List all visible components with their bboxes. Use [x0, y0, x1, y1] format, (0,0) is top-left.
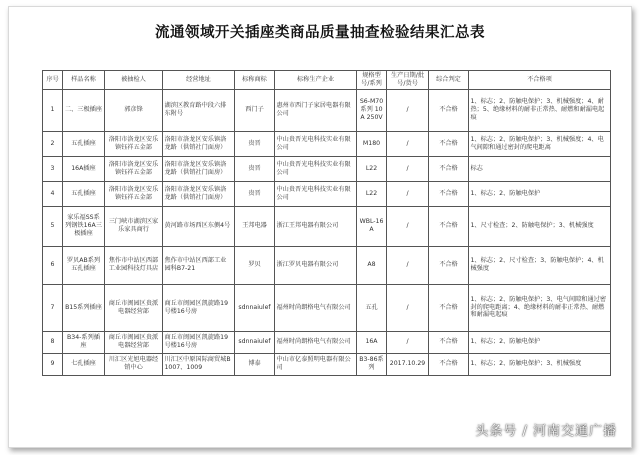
table-cell: 五孔 — [357, 284, 387, 331]
table-cell: / — [387, 206, 429, 246]
table-cell: 1、标志；2、防触电保护；3、机械强度；4、电气间隙和通过密封的爬电距离 — [469, 131, 611, 156]
results-table — [42, 70, 611, 376]
column-header: 生产日期/批号/货号 — [387, 71, 429, 90]
table-row — [43, 353, 611, 375]
table-cell: 王邦电器 — [235, 206, 275, 246]
table-cell: 川汇区光旭电器经销中心 — [105, 353, 163, 375]
table-cell: 不合格 — [429, 156, 469, 181]
table-cell: 16A — [357, 331, 387, 353]
table-header-row — [43, 71, 611, 90]
table-cell: 贵晋 — [235, 156, 275, 181]
table-row — [43, 89, 611, 131]
table-cell: 洛阳市洛龙区安乐镇洛龙路（供销社门面房） — [163, 156, 235, 181]
table-cell: / — [387, 131, 429, 156]
table-cell: M180 — [357, 131, 387, 156]
table-cell: B3-86系列 — [357, 353, 387, 375]
table-cell: / — [387, 181, 429, 206]
table-cell: 洛阳市洛龙区安乐镇洛龙路（供销社门面房） — [163, 181, 235, 206]
table-row — [43, 331, 611, 353]
table-cell: 6 — [43, 246, 63, 284]
table-cell: sdnnaiulef — [235, 331, 275, 353]
table-cell: A8 — [357, 246, 387, 284]
table-cell: 三门峡市湖滨区家乐家具商行 — [105, 206, 163, 246]
table-cell: 商丘市闽园区贵派电器经营部 — [105, 331, 163, 353]
table-cell: 不合格 — [429, 181, 469, 206]
table-cell: 福州时尚朗格电气有限公司 — [275, 284, 357, 331]
table-cell: 中山贵晋光电科技实业有限公司 — [275, 156, 357, 181]
table-cell: 中山贵晋光电科技实业有限公司 — [275, 181, 357, 206]
table-cell: 焦作市中站区西部工业园科B7-21 — [163, 246, 235, 284]
table-cell: L22 — [357, 181, 387, 206]
column-header: 综合判定 — [429, 71, 469, 90]
table-cell: 罗贝 — [235, 246, 275, 284]
table-cell: 商丘市闽园区凯旋路19号楼16号房 — [163, 284, 235, 331]
table-cell: 1、尺寸检查；2、防触电保护；3、机械强度 — [469, 206, 611, 246]
document-page — [8, 6, 632, 448]
column-header: 标称商标 — [235, 71, 275, 90]
table-cell: 16A插座 — [63, 156, 105, 181]
table-cell: 7 — [43, 284, 63, 331]
table-cell: 1、标志；2、防触电保护 — [469, 181, 611, 206]
table-cell: 浙江王邦电器有限公司 — [275, 206, 357, 246]
table-cell: 黄河路市场西区东侧4号 — [163, 206, 235, 246]
table-cell: 洛阳市洛龙区安乐镇洛龙路（供销社门面房） — [163, 131, 235, 156]
table-cell: 1、标志；2、防触电保护；3、机械强度；4、耐热；5、绝缘材料的耐非正常热、耐燃和耐漏电起痕 — [469, 89, 611, 131]
column-header: 经营地址 — [163, 71, 235, 90]
table-cell: 中山贵晋光电科技实业有限公司 — [275, 131, 357, 156]
table-cell: 不合格 — [429, 246, 469, 284]
column-header: 被抽检人 — [105, 71, 163, 90]
table-cell: / — [387, 246, 429, 284]
table-cell: 不合格 — [429, 331, 469, 353]
table-cell: 惠州市西门子家居电器有限公司 — [275, 89, 357, 131]
table-cell: 福州时尚朗格电气有限公司 — [275, 331, 357, 353]
table-cell: 1 — [43, 89, 63, 131]
table-cell: 二、三极插座 — [63, 89, 105, 131]
table-cell: L22 — [357, 156, 387, 181]
table-cell: 洛阳市洛龙区安乐镇钰祥五金部 — [105, 181, 163, 206]
table-cell: 2017.10.29 — [387, 353, 429, 375]
table-cell: 4 — [43, 181, 63, 206]
table-cell: 商丘市闽园区凯旋路19号楼16号房 — [163, 331, 235, 353]
table-cell: 贵晋 — [235, 181, 275, 206]
table-cell: 不合格 — [429, 353, 469, 375]
table-cell: / — [387, 284, 429, 331]
table-cell: B15系列插座 — [63, 284, 105, 331]
watermark: 头条号 / 河南交通广播 — [475, 424, 617, 439]
table-cell: 1、标志；2、防触电保护；3、电气间隙和通过密封的爬电距离；4、绝缘材料的耐非正常热、耐燃和耐漏电起痕 — [469, 284, 611, 331]
table-row — [43, 206, 611, 246]
table-cell: 不合格 — [429, 284, 469, 331]
table-cell: 标志 — [469, 156, 611, 181]
table-cell: 浙江罗贝电器有限公司 — [275, 246, 357, 284]
table-cell: 五孔插座 — [63, 181, 105, 206]
table-cell: 贵晋 — [235, 131, 275, 156]
table-cell: B34-系列插座 — [63, 331, 105, 353]
table-cell: 不合格 — [429, 131, 469, 156]
table-body — [43, 89, 611, 375]
table-cell: 5 — [43, 206, 63, 246]
table-cell: / — [387, 156, 429, 181]
table-cell: 不合格 — [429, 206, 469, 246]
table-cell: 川汇区中原国际商贸城B1007、1009 — [163, 353, 235, 375]
table-cell: / — [387, 89, 429, 131]
table-cell: 洛阳市洛龙区安乐镇钰祥五金部 — [105, 156, 163, 181]
table-cell: 五孔插座 — [63, 131, 105, 156]
table-cell: 西门子 — [235, 89, 275, 131]
table-cell: 1、标志；2、尺寸检查；3、防触电保护；4、机械强度 — [469, 246, 611, 284]
table-cell: 洛阳市洛龙区安乐镇钰祥五金部 — [105, 131, 163, 156]
table-cell: 中山市亿泰照明电器有限公司 — [275, 353, 357, 375]
table-cell: 8 — [43, 331, 63, 353]
column-header: 序号 — [43, 71, 63, 90]
table-cell: 9 — [43, 353, 63, 375]
table-cell: 2 — [43, 131, 63, 156]
table-cell: 博泰 — [235, 353, 275, 375]
table-cell: 商丘市闽园区贵派电器经营部 — [105, 284, 163, 331]
table-cell: 七孔插座 — [63, 353, 105, 375]
document-title: 流通领域开关插座类商品质量抽查检验结果汇总表 — [155, 24, 485, 41]
table-cell: / — [387, 331, 429, 353]
column-header: 不合格项 — [469, 71, 611, 90]
table-cell: sdnnaiulef — [235, 284, 275, 331]
table-cell: 郭彦锋 — [105, 89, 163, 131]
table-cell: 1、标志；2、防触电保护 — [469, 331, 611, 353]
table-cell: 3 — [43, 156, 63, 181]
table-cell: 不合格 — [429, 89, 469, 131]
table-cell: 湖滨区教育路中段六排东附号 — [163, 89, 235, 131]
table-cell: 罗贝AB系列五孔插座 — [63, 246, 105, 284]
table-cell: S6-M70系列 10A 250V — [357, 89, 387, 131]
table-row — [43, 181, 611, 206]
column-header: 规格型号/系列 — [357, 71, 387, 90]
table-cell: WBL-16A — [357, 206, 387, 246]
table-row — [43, 284, 611, 331]
column-header: 标称生产企业 — [275, 71, 357, 90]
table-cell: 家乐福SS系列钢铁16A三极插座 — [63, 206, 105, 246]
table-row — [43, 131, 611, 156]
column-header: 样品名称 — [63, 71, 105, 90]
table-row — [43, 246, 611, 284]
table-cell: 1、标志；2、防触电保护；3、机械强度 — [469, 353, 611, 375]
table-row — [43, 156, 611, 181]
table-cell: 焦作市中站区西部工业园科技灯具店 — [105, 246, 163, 284]
